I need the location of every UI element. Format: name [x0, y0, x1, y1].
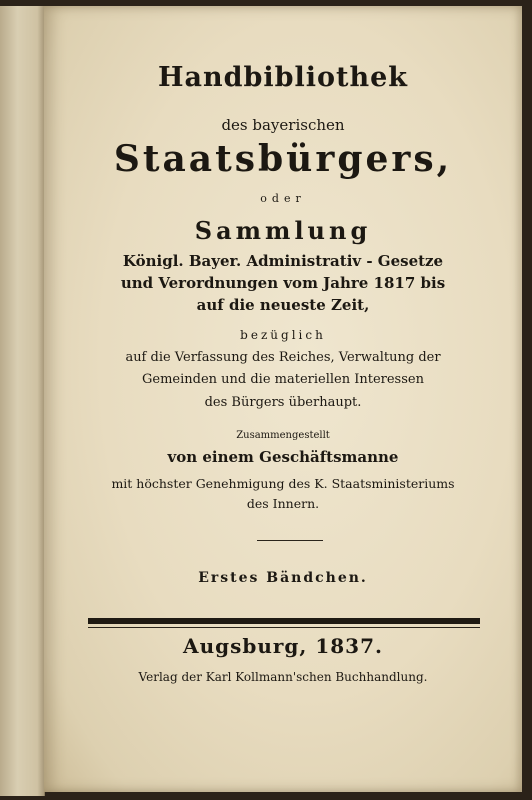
compiled-label: Zusammengestellt [236, 430, 330, 441]
scope-line-2: Gemeinden und die materiellen Interessen [142, 372, 424, 387]
approval-line-1: mit höchster Genehmigung des K. Staatsministeriums [111, 476, 455, 491]
scope-line-3: des Bürgers überhaupt. [204, 395, 362, 410]
approval-line-2: des Innern. [246, 496, 320, 511]
title-line-1: Handbibliothek [157, 62, 409, 93]
thin-rule [88, 627, 480, 628]
title-page [44, 6, 522, 792]
subtitle-sammlung: Sammlung [194, 216, 372, 245]
short-divider [257, 540, 323, 541]
bezueglich-label: bezüglich [240, 328, 326, 342]
subtitle-line-3: auf die neueste Zeit, [196, 296, 370, 314]
conjunction-oder: oder [260, 192, 306, 205]
title-line-3: Staatsbürgers, [113, 138, 453, 180]
imprint-city-year: Augsburg, 1837. [183, 634, 383, 658]
subtitle-line-2: und Verordnungen vom Jahre 1817 bis [120, 274, 446, 292]
scope-line-1: auf die Verfassung des Reiches, Verwaltung der [125, 350, 441, 365]
imprint-publisher: Verlag der Karl Kollmann'schen Buchhandlung. [138, 670, 428, 684]
author-line: von einem Geschäftsmanne [167, 448, 399, 466]
thick-rule [88, 618, 480, 624]
subtitle-line-1: Königl. Bayer. Administrativ - Gesetze [122, 252, 444, 270]
facing-page-edge [0, 6, 45, 796]
title-line-2: des bayerischen [221, 116, 345, 134]
volume-label: Erstes Bändchen. [198, 570, 368, 586]
